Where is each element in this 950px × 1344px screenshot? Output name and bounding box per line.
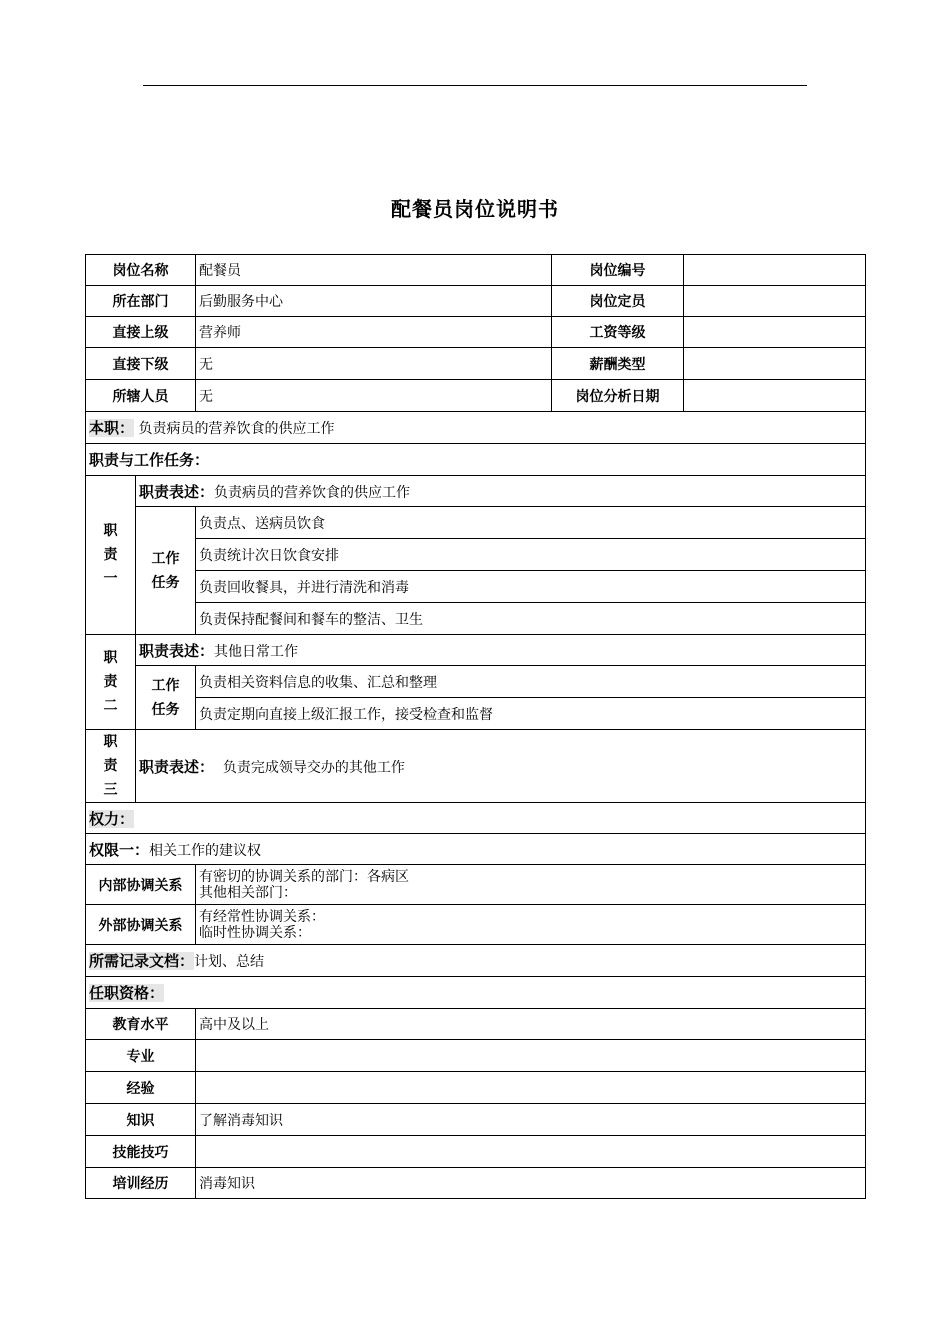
dept-label: 所在部门 xyxy=(86,286,196,317)
authority-limit-text: 相关工作的建议权 xyxy=(149,842,262,859)
education-label: 教育水平 xyxy=(86,1009,196,1040)
education-value: 高中及以上 xyxy=(196,1009,866,1040)
subordinate-value: 无 xyxy=(196,348,552,380)
duty1-label: 职 责 一 xyxy=(86,476,136,635)
duty1-task-label: 工作 任务 xyxy=(136,507,196,635)
job-no-value xyxy=(684,255,866,286)
skill-label: 技能技巧 xyxy=(86,1136,196,1168)
row-skill xyxy=(86,1136,866,1168)
row-external-coordination xyxy=(86,905,866,945)
row-internal-coordination xyxy=(86,865,866,905)
document-title: 配餐员岗位说明书 xyxy=(391,197,559,221)
row-duty-summary xyxy=(86,412,866,444)
duties-header: 职责与工作任务： xyxy=(89,451,210,469)
row-qualifications-header xyxy=(86,977,866,1009)
duty3-desc-cell xyxy=(136,730,866,803)
row-major xyxy=(86,1040,866,1072)
analysis-date-label: 岗位分析日期 xyxy=(552,380,684,412)
external-line1: 有经常性协调关系： xyxy=(199,908,325,925)
pay-type-value xyxy=(684,348,866,380)
records-cell xyxy=(86,945,866,977)
skill-value xyxy=(196,1136,866,1168)
job-name-value: 配餐员 xyxy=(196,255,552,286)
quota-label: 岗位定员 xyxy=(552,286,684,317)
duty1-task-row xyxy=(86,603,866,635)
duty2-task-row xyxy=(86,698,866,730)
row-knowledge xyxy=(86,1104,866,1136)
grade-label: 工资等级 xyxy=(552,317,684,348)
row-authority-header xyxy=(86,803,866,834)
records-text: 计划、总结 xyxy=(194,954,265,970)
knowledge-label: 知识 xyxy=(86,1104,196,1136)
authority-limit-cell xyxy=(86,834,866,865)
duty-summary-label: 本职： xyxy=(89,419,135,437)
superior-value: 营养师 xyxy=(196,317,552,348)
row-managed xyxy=(86,380,866,412)
records-label: 所需记录文档： xyxy=(89,952,195,970)
row-dept xyxy=(86,286,866,317)
row-duties-header xyxy=(86,444,866,476)
job-description-table xyxy=(85,254,866,1199)
duties-header-cell xyxy=(86,444,866,476)
row-job-name xyxy=(86,255,866,286)
authority-header-cell xyxy=(86,803,866,834)
row-superior xyxy=(86,317,866,348)
major-label: 专业 xyxy=(86,1040,196,1072)
external-value xyxy=(196,905,866,945)
analysis-date-value xyxy=(684,380,866,412)
quota-value xyxy=(684,286,866,317)
job-name-label: 岗位名称 xyxy=(86,255,196,286)
duty1-task-4: 负责保持配餐间和餐车的整洁、卫生 xyxy=(196,603,866,635)
experience-label: 经验 xyxy=(86,1072,196,1104)
header-rule xyxy=(143,85,807,86)
authority-limit-label: 权限一： xyxy=(89,840,150,859)
internal-label: 内部协调关系 xyxy=(86,865,196,905)
duty2-task-row xyxy=(86,666,866,698)
row-authority-limit xyxy=(86,834,866,865)
duty-summary-cell xyxy=(86,412,866,444)
duty1-task-row xyxy=(86,539,866,571)
duty3-row xyxy=(86,730,866,803)
superior-label: 直接上级 xyxy=(86,317,196,348)
duty1-desc-row xyxy=(86,476,866,507)
internal-line1: 有密切的协调关系的部门：各病区 xyxy=(199,868,409,885)
duty2-desc-label: 职责表述： xyxy=(139,641,215,660)
duty1-task-1: 负责点、送病员饮食 xyxy=(196,507,866,539)
duty1-desc: 负责病员的营养饮食的供应工作 xyxy=(214,484,411,501)
qualifications-header: 任职资格： xyxy=(89,984,165,1002)
duty-summary-text: 负责病员的营养饮食的供应工作 xyxy=(138,421,335,437)
training-value: 消毒知识 xyxy=(196,1168,866,1199)
duty1-task-row xyxy=(86,507,866,539)
duty2-desc: 其他日常工作 xyxy=(214,643,299,660)
duty2-task-label: 工作 任务 xyxy=(136,666,196,730)
training-label: 培训经历 xyxy=(86,1168,196,1199)
internal-line2: 其他相关部门： xyxy=(199,884,297,901)
managed-value: 无 xyxy=(196,380,552,412)
row-subordinate xyxy=(86,348,866,380)
managed-label: 所辖人员 xyxy=(86,380,196,412)
duty3-label: 职 责 三 xyxy=(86,730,136,803)
grade-value xyxy=(684,317,866,348)
duty2-label: 职 责 二 xyxy=(86,635,136,730)
experience-value xyxy=(196,1072,866,1104)
external-line2: 临时性协调关系： xyxy=(199,924,311,941)
duty1-task-row xyxy=(86,571,866,603)
duty1-task-2: 负责统计次日饮食安排 xyxy=(196,539,866,571)
authority-header: 权力： xyxy=(89,809,135,828)
duty1-task-3: 负责回收餐具，并进行清洗和消毒 xyxy=(196,571,866,603)
row-experience xyxy=(86,1072,866,1104)
row-education xyxy=(86,1009,866,1040)
major-value xyxy=(196,1040,866,1072)
duty3-desc: 负责完成领导交办的其他工作 xyxy=(222,759,405,776)
subordinate-label: 直接下级 xyxy=(86,348,196,380)
duty2-task-2: 负责定期向直接上级汇报工作，接受检查和监督 xyxy=(196,698,866,730)
dept-value: 后勤服务中心 xyxy=(196,286,552,317)
row-records xyxy=(86,945,866,977)
qualifications-header-cell xyxy=(86,977,866,1009)
external-label: 外部协调关系 xyxy=(86,905,196,945)
row-training xyxy=(86,1168,866,1199)
pay-type-label: 薪酬类型 xyxy=(552,348,684,380)
knowledge-value: 了解消毒知识 xyxy=(196,1104,866,1136)
duty1-desc-cell xyxy=(136,476,866,507)
internal-value xyxy=(196,865,866,905)
duty1-desc-label: 职责表述： xyxy=(139,482,215,501)
duty2-task-1: 负责相关资料信息的收集、汇总和整理 xyxy=(196,666,866,698)
duty2-desc-row xyxy=(86,635,866,666)
job-no-label: 岗位编号 xyxy=(552,255,684,286)
duty2-desc-cell xyxy=(136,635,866,666)
duty3-desc-label: 职责表述： xyxy=(139,757,215,776)
